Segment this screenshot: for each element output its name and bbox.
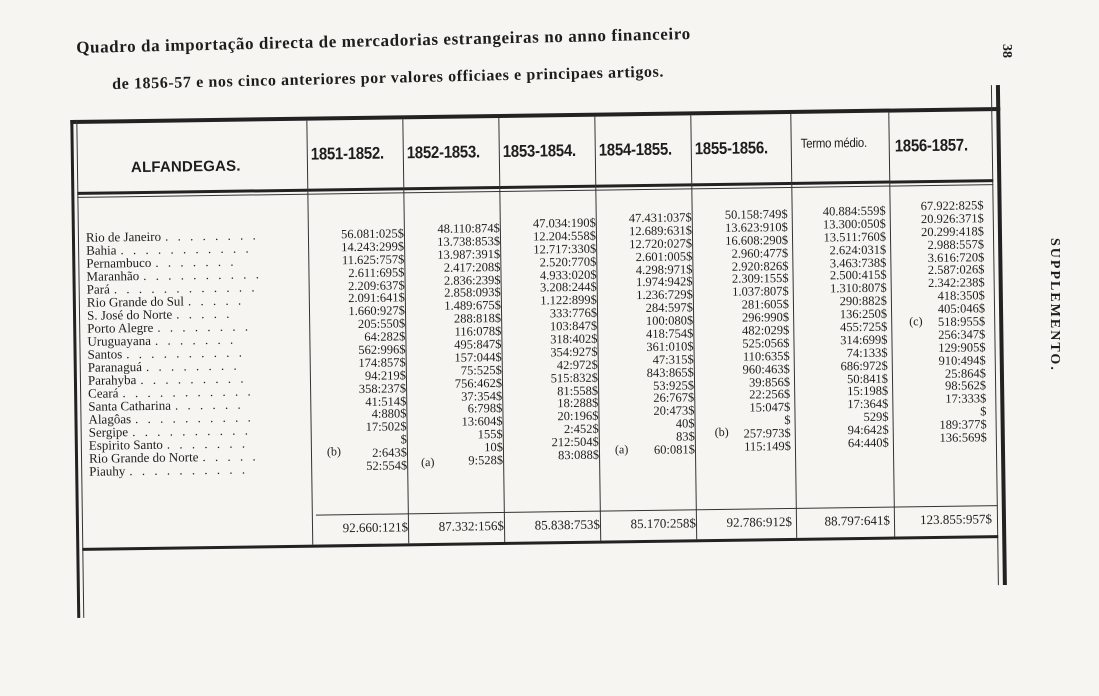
list-item: Paranaguá . . . . . . . .	[87, 357, 240, 375]
total-1855-1856: 92.786:912$	[726, 513, 793, 530]
table-cell: 50.158:749$	[724, 206, 788, 222]
table-cell: 94:642$	[847, 422, 889, 438]
table-cell: 2.091:641$	[348, 290, 405, 306]
note-marker: (a)	[421, 454, 435, 470]
table-cell: $	[400, 432, 407, 447]
table-border	[70, 107, 1000, 124]
table-cell: 482:029$	[741, 322, 790, 338]
table-cell: 1.310:807$	[830, 280, 887, 296]
note-marker: (c)	[909, 314, 923, 329]
table-cell: 284:597$	[645, 300, 694, 316]
table-cell: 47:315$	[652, 352, 694, 367]
table-cell: 20.299:418$	[920, 224, 985, 239]
table-cell: 83$	[675, 429, 695, 444]
header-1851-1852: 1851-1852.	[310, 143, 385, 164]
table-cell: 40$	[675, 416, 695, 431]
page-number: 38	[999, 44, 1014, 58]
table-cell: 157:044$	[454, 349, 502, 365]
table-cell: 2.209:637$	[347, 277, 405, 293]
column-divider	[306, 121, 313, 545]
table-cell: 2.624:031$	[829, 242, 887, 258]
list-item: Piauhy . . . . . . . . . .	[89, 461, 249, 479]
table-cell: 17:502$	[365, 419, 407, 435]
table-cell: 3.616:720$	[927, 249, 985, 265]
table-cell: 136:569$	[939, 430, 987, 445]
table-cell: 129:905$	[938, 340, 986, 355]
table-cell: 2.611:695$	[348, 265, 405, 280]
table-cell: 2.342:238$	[927, 275, 985, 291]
table-cell: 74:133$	[846, 345, 888, 360]
list-item: Pará . . . . . . . . . . . .	[86, 279, 258, 297]
table-cell: 17:364$	[847, 396, 889, 412]
title-line-1: Quadro da importação directa de mercadorias estrangeiras no anno financeiro	[76, 24, 691, 57]
table-cell: 4.298:971$	[635, 261, 693, 277]
table-cell: 14.243:299$	[341, 239, 405, 255]
list-item: Maranhão . . . . . . . . . .	[86, 266, 263, 284]
table-cell: 2.500:415$	[829, 268, 887, 283]
table-cell: 64:440$	[847, 435, 889, 451]
list-item: Bahia . . . . . . . . . . .	[86, 240, 252, 258]
table-cell: 843:865$	[646, 365, 694, 380]
table-cell: 100:080$	[645, 313, 694, 329]
table-cell: 22:256$	[749, 387, 791, 403]
list-item: Espirito Santo . . . . . . .	[88, 435, 249, 453]
table-cell: 3.208:244$	[539, 280, 597, 295]
table-cell: 48.110:874$	[437, 221, 500, 236]
table-cell: 256:347$	[938, 327, 986, 342]
list-item: Rio Grande do Sul . . . . .	[86, 292, 245, 310]
table-cell: 910:494$	[938, 352, 986, 368]
table-cell: 53:925$	[652, 377, 695, 393]
table-cell: 174:857$	[358, 355, 406, 370]
table-cell: 26:767$	[653, 390, 695, 406]
table-cell: 12.204:558$	[533, 228, 597, 244]
table-cell: 47.034:190$	[532, 215, 596, 231]
header-1852-1853: 1852-1853.	[406, 142, 480, 163]
table-cell: 6:798$	[467, 401, 503, 416]
list-item: Santos . . . . . . . . . .	[87, 344, 246, 362]
column-1854-1855	[600, 211, 695, 457]
list-item: Sergipe . . . . . . . . . .	[88, 422, 251, 440]
header-1853-1854: 1853-1854.	[502, 140, 576, 161]
table-cell: 2:452$	[563, 421, 599, 437]
table-cell: 155$	[477, 427, 503, 442]
column-1851-1852	[312, 227, 407, 473]
table-cell: 17:333$	[945, 391, 987, 407]
table-cell: 15:198$	[847, 384, 889, 399]
header-1856-1857: 1856-1857.	[894, 135, 968, 156]
column-1855-1856	[696, 208, 791, 454]
table-cell: 418:350$	[937, 288, 985, 304]
header-1854-1855: 1854-1855.	[598, 139, 672, 160]
table-cell: 13.987:391$	[437, 246, 501, 262]
table-cell: 562:996$	[358, 342, 406, 358]
table-cell: 2.417:208$	[443, 259, 501, 275]
table-cell: 75:525$	[460, 362, 502, 378]
list-item: Rio de Janeiro . . . . . . . .	[85, 227, 259, 245]
table-cell: 98:562$	[945, 378, 987, 394]
table-cell: 205:550$	[357, 316, 406, 332]
table-cell: 288:818$	[453, 311, 502, 326]
table-cell: 518:955$	[937, 314, 986, 329]
table-cell: 37:354$	[461, 388, 503, 404]
table-cell: 64:282$	[364, 329, 406, 345]
header-1855-1856: 1855-1856.	[694, 138, 768, 159]
column-1853-1854	[504, 217, 599, 463]
list-item: Rio Grande do Norte . . . . .	[88, 448, 259, 466]
column-termo-medio	[794, 205, 889, 451]
table-cell: 10$	[484, 440, 504, 455]
table-cell: 495:847$	[454, 337, 502, 352]
total-1856-1857: 123.855:957$	[919, 511, 993, 528]
table-cell: 4.933:020$	[539, 267, 597, 283]
table-cell: 686:972$	[840, 358, 888, 373]
list-item: Porto Alegre . . . . . . . .	[87, 318, 252, 336]
table-cell: 1.037:807$	[732, 284, 789, 300]
table-cell: 41:514$	[365, 393, 407, 409]
list-item: Uruguayana . . . . . . .	[87, 331, 237, 349]
table-cell: 2.988:557$	[927, 236, 985, 252]
list-item: Ceará . . . . . . . . . . .	[88, 383, 254, 401]
table-cell: 94:219$	[364, 368, 406, 383]
list-item: Parahyba . . . . . . . . .	[87, 370, 247, 388]
table-cell: 12.720:027$	[629, 236, 693, 251]
bottom-rule	[82, 535, 998, 551]
table-cell: 110:635$	[742, 348, 790, 364]
table-cell: 296:990$	[741, 310, 790, 325]
side-label: SUPPLEMENTO.	[1047, 238, 1062, 372]
note-marker: (a)	[614, 442, 629, 457]
table-cell: 2.960:477$	[731, 245, 789, 261]
table-cell: 318:402$	[550, 331, 598, 347]
table-cell: 18:288$	[557, 396, 599, 411]
table-cell: 2.309:155$	[731, 271, 789, 287]
table-cell: 20.926:371$	[920, 211, 984, 227]
table-cell: 3.463:738$	[829, 255, 887, 270]
table-cell: 2.836:239$	[443, 272, 501, 288]
list-item: S. José do Norte . . . . .	[86, 305, 233, 323]
table-cell: 314:699$	[840, 332, 888, 348]
header-alfandegas: ALFANDEGAS.	[130, 157, 241, 177]
table-cell: 12.689:631$	[628, 223, 693, 239]
table-cell: 25:864$	[944, 365, 987, 381]
table-cell: 515:832$	[550, 370, 599, 386]
table-cell: 15:047$	[749, 400, 791, 415]
table-cell: 2.601:005$	[635, 248, 693, 264]
table-cell: 212:504$	[551, 434, 599, 450]
table-cell: 756:462$	[454, 375, 503, 391]
table-cell: 67.922:825$	[920, 198, 984, 214]
note-marker: (b)	[714, 424, 729, 440]
table-cell: 405:046$	[937, 301, 986, 317]
column-1852-1853	[408, 222, 503, 468]
table-cell: 52:554$	[366, 458, 408, 473]
table-cell: 2.587:026$	[927, 262, 985, 278]
table-cell: 281:605$	[741, 297, 790, 312]
table-cell: 9:528$	[468, 453, 504, 468]
table-cell: 103:847$	[549, 318, 598, 334]
table-cell: 2.920:826$	[731, 258, 789, 274]
table-cell: $	[784, 413, 791, 428]
table-cell: 257:973$	[743, 426, 791, 441]
table-cell: 40.884:559$	[822, 203, 886, 219]
table-cell: 361:010$	[646, 339, 694, 354]
table-cell: 20:473$	[653, 403, 695, 419]
table-cell: 16.608:290$	[725, 232, 789, 248]
title-line-2: de 1856-57 e nos cinco anteriores por valores officiaes e principaes artigos.	[112, 63, 665, 93]
table-cell: 1.974:942$	[635, 274, 693, 290]
table-cell: 418:754$	[646, 326, 694, 341]
table-cell: 12.717:330$	[533, 241, 597, 257]
column-1856-1857	[892, 199, 987, 445]
note-marker: (b)	[326, 444, 342, 459]
import-table	[70, 85, 1007, 618]
list-item: Santa Catharina . . . . . .	[88, 396, 244, 414]
table-cell: 13.300:050$	[822, 216, 886, 232]
table-cell: 13.511:760$	[823, 229, 887, 245]
table-cell: 136:250$	[839, 306, 888, 322]
table-cell: 39:856$	[748, 374, 791, 390]
table-cell: 1.236:729$	[636, 287, 693, 303]
table-cell: 2.520:770$	[539, 254, 597, 270]
header-termo-medio: Termo médio.	[800, 134, 867, 151]
table-cell: 455:725$	[839, 319, 888, 335]
table-cell: 116:078$	[454, 324, 502, 339]
table-cell: 50:841$	[846, 371, 889, 386]
table-cell: 13.623:910$	[724, 219, 788, 235]
table-cell: 333:776$	[549, 305, 598, 321]
table-cell: 2.858:093$	[444, 285, 501, 301]
list-item: Alagôas . . . . . . . . . .	[88, 409, 254, 427]
table-cell: 60:081$	[653, 442, 696, 457]
table-cell: 1.122:899$	[540, 293, 597, 308]
table-cell: 2:643$	[372, 445, 408, 460]
table-cell: 13:604$	[461, 414, 503, 429]
table-cell: 20:196$	[557, 409, 599, 424]
table-cell: 81:558$	[557, 383, 599, 398]
list-item: Pernambuco . . . . . . .	[86, 253, 237, 271]
table-cell: 358:237$	[358, 381, 407, 396]
table-cell: 525:056$	[742, 335, 790, 351]
table-cell: 83:088$	[557, 447, 600, 463]
table-cell: 11.625:757$	[341, 252, 405, 268]
total-1854-1855: 85.170:258$	[630, 515, 697, 532]
table-cell: 115:149$	[744, 439, 792, 454]
table-cell: 1.489:675$	[444, 298, 502, 314]
table-cell: 56.081:025$	[340, 226, 405, 242]
table-cell: 4:880$	[371, 406, 407, 422]
total-1851-1852: 92.660:121$	[342, 519, 409, 536]
table-cell: 1.660:927$	[348, 303, 406, 319]
table-cell: 13.738:853$	[437, 233, 501, 249]
total-1853-1854: 85.838:753$	[534, 516, 601, 533]
table-cell: 354:927$	[550, 344, 598, 360]
table-cell: 42:972$	[556, 357, 598, 373]
table-cell: 47.431:037$	[628, 210, 692, 226]
total-1852-1853: 87.332:156$	[438, 517, 505, 534]
table-cell: 290:882$	[839, 293, 888, 309]
table-cell: 960:463$	[742, 361, 790, 377]
table-cell: $	[980, 404, 987, 419]
table-cell: 189:377$	[939, 417, 987, 433]
total-termo-medio: 88.797:641$	[824, 512, 891, 529]
table-cell: 529$	[863, 409, 889, 425]
